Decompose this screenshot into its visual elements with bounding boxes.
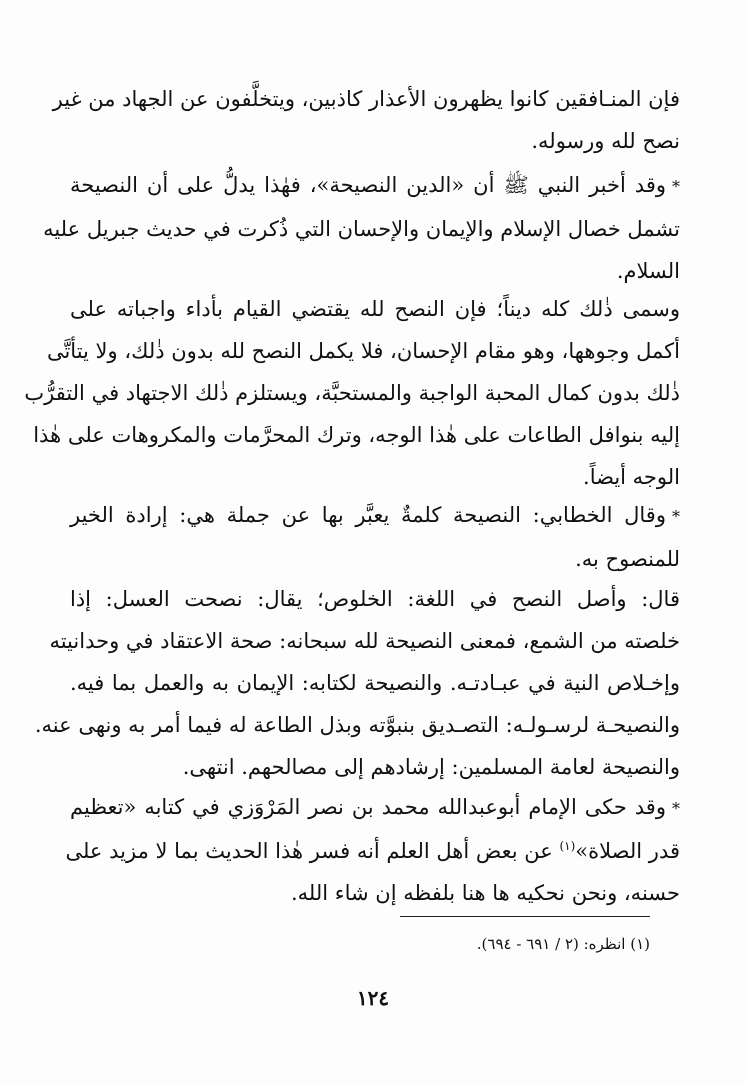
page-number: ١٢٤ xyxy=(356,986,390,1010)
paragraph-2 xyxy=(43,164,680,292)
paragraph-5 xyxy=(34,578,680,788)
text-line: وإخـلاص النية في عبـادتـه. والنصيحة لكتابه: الإيمان به والعمل بما فيه. xyxy=(70,671,680,695)
text-line: إليه بنوافل الطاعات على هٰذا الوجه، وترك المحرَّمات والمكروهات على هٰذا xyxy=(33,423,680,447)
text-line: خلصته من الشمع، فمعنى النصيحة لله سبحانه: صحة الاعتقاد في وحدانيته xyxy=(49,629,680,653)
text-line-content: وقد حكى الإمام أبوعبدالله محمد بن نصر المَرْوَزي في كتابه «تعظيم xyxy=(70,795,666,819)
paragraph-3 xyxy=(24,288,680,498)
text-line: والنصيحـة لرسـولـه: التصـديق بنبوَّته وبذل الطاعة له فيما أمر به ونهى عنه. xyxy=(34,713,680,737)
bullet-star-icon: * xyxy=(672,799,680,818)
text-line: السلام. xyxy=(616,259,680,283)
paragraph-6 xyxy=(65,786,680,914)
text-line xyxy=(65,830,680,872)
text-line: أكمل وجوهها، وهو مقام الإحسان، فلا يكمل النصح لله بدون ذٰلك، ولا يتأتَّى xyxy=(46,339,680,363)
text-line: فإن المنـافقين كانوا يظهرون الأعذار كاذبين، ويتخلَّفون عن الجهاد من غير xyxy=(52,87,680,111)
text-line: قال: وأصل النصح في اللغة: الخلوص؛ يقال: نصحت العسل: إذا xyxy=(70,587,680,611)
text-line: ذٰلك بدون كمال المحبة الواجبة والمستحبَّة، ويستلزم ذٰلك الاجتهاد في التقرُّب xyxy=(24,381,680,405)
paragraph-1 xyxy=(52,78,680,162)
text-line: الوجه أيضاً. xyxy=(583,465,680,489)
text-line-content: عن بعض أهل العلم أنه فسر هٰذا الحديث بما لا مزيد على xyxy=(65,839,553,863)
text-line: حسنه، ونحن نحكيه ها هنا بلفظه إن شاء الله. xyxy=(290,881,680,905)
text-line-content: وقال الخطابي: النصيحة كلمةٌ يعبَّر بها عن جملة هي: إرادة الخير xyxy=(70,503,666,527)
text-line xyxy=(70,494,680,538)
bullet-star-icon: * xyxy=(672,177,680,196)
text-line: للمنصوح به. xyxy=(575,547,680,571)
text-line: تشمل خصال الإسلام والإيمان والإحسان التي ذُكرت في حديث جبريل عليه xyxy=(43,217,680,241)
text-line-content: وقد أخبر النبي ﷺ أن «الدين النصيحة»، فهٰذا يدلُّ على أن النصيحة xyxy=(70,173,666,197)
footnote: (١) انظره: (٢ / ٦٩١ - ٦٩٤). xyxy=(476,935,650,953)
text-line xyxy=(70,164,680,208)
paragraph-4 xyxy=(70,494,680,580)
bullet-star-icon: * xyxy=(672,507,680,526)
text-line: نصح لله ورسوله. xyxy=(531,129,680,153)
text-line: والنصيحة لعامة المسلمين: إرشادهم إلى مصالحهم. انتهى. xyxy=(182,755,680,779)
footnote-reference[interactable]: (١) xyxy=(559,839,576,853)
footnote-divider xyxy=(400,916,650,917)
text-line-content: قدر الصلاة» xyxy=(575,839,680,863)
text-line: وسمى ذٰلك كله ديناً؛ فإن النصح لله يقتضي القيام بأداء واجباته على xyxy=(70,297,680,321)
text-line xyxy=(70,786,680,830)
